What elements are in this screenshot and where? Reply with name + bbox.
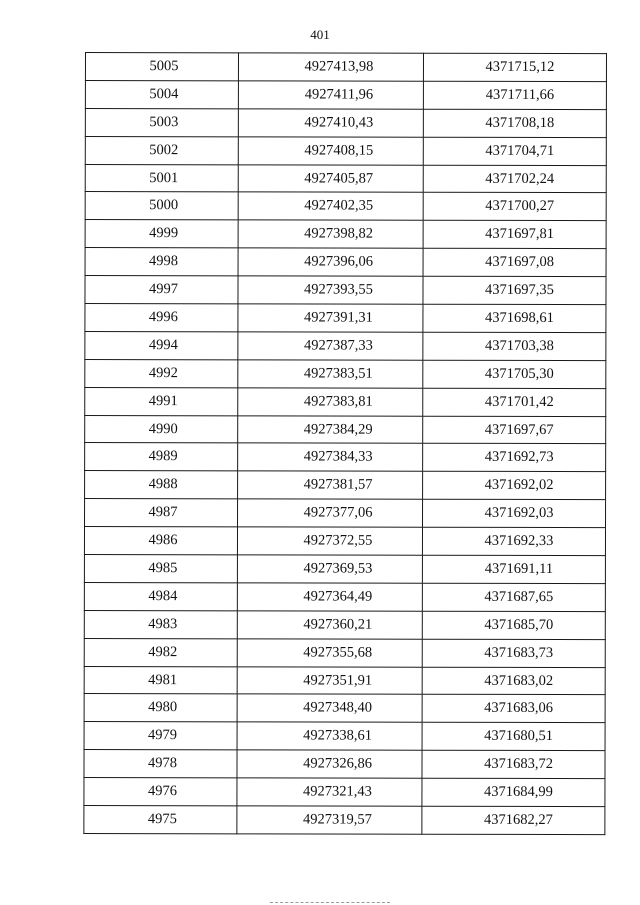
y-coordinate-cell: 4371683,73 (422, 639, 605, 667)
x-coordinate-cell: 4927348,40 (237, 694, 422, 722)
x-coordinate-cell: 4927405,87 (238, 164, 423, 192)
point-number-cell: 4982 (84, 638, 237, 666)
y-coordinate-cell: 4371702,24 (423, 165, 606, 193)
y-coordinate-cell: 4371705,30 (423, 360, 606, 388)
y-coordinate-cell: 4371704,71 (423, 137, 606, 165)
table-row (84, 555, 605, 584)
y-coordinate-cell: 4371685,70 (422, 611, 605, 639)
point-number-cell: 4986 (84, 527, 237, 555)
x-coordinate-cell: 4927326,86 (237, 750, 422, 778)
table-row (85, 80, 606, 109)
x-coordinate-cell: 4927383,51 (238, 360, 423, 388)
point-number-cell: 5002 (85, 136, 238, 164)
point-number-cell: 4984 (84, 582, 237, 610)
y-coordinate-cell: 4371680,51 (422, 723, 605, 751)
point-number-cell: 5005 (85, 53, 238, 81)
x-coordinate-cell: 4927384,33 (238, 443, 423, 471)
point-number-cell: 4988 (85, 471, 238, 499)
y-coordinate-cell: 4371698,61 (423, 304, 606, 332)
point-number-cell: 4998 (85, 248, 238, 276)
y-coordinate-cell: 4371703,38 (423, 332, 606, 360)
x-coordinate-cell: 4927402,35 (238, 192, 423, 220)
y-coordinate-cell: 4371683,06 (422, 695, 605, 723)
table-row (85, 108, 606, 137)
point-number-cell: 4979 (84, 722, 237, 750)
y-coordinate-cell: 4371711,66 (423, 81, 606, 109)
point-number-cell: 4997 (85, 276, 238, 304)
x-coordinate-cell: 4927393,55 (238, 276, 423, 304)
table-row (85, 136, 606, 165)
y-coordinate-cell: 4371700,27 (423, 193, 606, 221)
coordinates-table-body (84, 53, 607, 835)
y-coordinate-cell: 4371715,12 (423, 53, 606, 81)
table-row (84, 778, 605, 807)
y-coordinate-cell: 4371687,65 (422, 583, 605, 611)
coordinates-table (83, 52, 607, 835)
point-number-cell: 5003 (85, 108, 238, 136)
y-coordinate-cell: 4371684,99 (422, 778, 605, 806)
x-coordinate-cell: 4927319,57 (237, 806, 422, 834)
x-coordinate-cell: 4927381,57 (238, 471, 423, 499)
x-coordinate-cell: 4927377,06 (238, 499, 423, 527)
point-number-cell: 5001 (85, 164, 238, 192)
table-row (85, 331, 606, 360)
page-number: 401 (310, 27, 330, 42)
table-row (84, 610, 605, 639)
table-row (85, 164, 606, 193)
page-bottom-edge (270, 902, 390, 904)
x-coordinate-cell: 4927360,21 (237, 611, 422, 639)
x-coordinate-cell: 4927321,43 (237, 778, 422, 806)
y-coordinate-cell: 4371697,08 (423, 248, 606, 276)
table-row (85, 220, 606, 249)
point-number-cell: 4994 (85, 331, 238, 359)
table-row (84, 722, 605, 751)
table-row (85, 387, 606, 416)
table-row (84, 694, 605, 723)
table-row (85, 443, 606, 472)
point-number-cell: 4990 (85, 415, 238, 443)
x-coordinate-cell: 4927391,31 (238, 304, 423, 332)
point-number-cell: 5004 (85, 80, 238, 108)
point-number-cell: 4987 (85, 499, 238, 527)
point-number-cell: 4989 (85, 443, 238, 471)
table-row (85, 192, 606, 221)
table-row (85, 471, 606, 500)
table-row (84, 666, 605, 695)
x-coordinate-cell: 4927387,33 (238, 332, 423, 360)
x-coordinate-cell: 4927364,49 (237, 583, 422, 611)
y-coordinate-cell: 4371692,02 (423, 472, 606, 500)
point-number-cell: 4999 (85, 220, 238, 248)
y-coordinate-cell: 4371691,11 (422, 555, 605, 583)
y-coordinate-cell: 4371692,03 (423, 499, 606, 527)
table-row (85, 415, 606, 444)
point-number-cell: 4978 (84, 750, 237, 778)
x-coordinate-cell: 4927384,29 (238, 415, 423, 443)
table-row (84, 750, 605, 779)
x-coordinate-cell: 4927411,96 (238, 81, 423, 109)
table-row (84, 527, 605, 556)
x-coordinate-cell: 4927338,61 (237, 722, 422, 750)
point-number-cell: 5000 (85, 192, 238, 220)
table-row (85, 276, 606, 305)
y-coordinate-cell: 4371701,42 (423, 388, 606, 416)
y-coordinate-cell: 4371697,81 (423, 221, 606, 249)
point-number-cell: 4981 (84, 666, 237, 694)
x-coordinate-cell: 4927372,55 (237, 527, 422, 555)
table-row (84, 806, 605, 835)
y-coordinate-cell: 4371683,02 (422, 667, 605, 695)
x-coordinate-cell: 4927410,43 (238, 109, 423, 137)
table-row (85, 53, 606, 82)
point-number-cell: 4976 (84, 778, 237, 806)
y-coordinate-cell: 4371697,67 (423, 416, 606, 444)
y-coordinate-cell: 4371692,73 (423, 444, 606, 472)
point-number-cell: 4985 (84, 555, 237, 583)
y-coordinate-cell: 4371683,72 (422, 750, 605, 778)
table-row (85, 359, 606, 388)
x-coordinate-cell: 4927369,53 (237, 555, 422, 583)
x-coordinate-cell: 4927383,81 (238, 388, 423, 416)
y-coordinate-cell: 4371708,18 (423, 109, 606, 137)
table-row (85, 499, 606, 528)
table-row (84, 638, 605, 667)
x-coordinate-cell: 4927355,68 (237, 639, 422, 667)
x-coordinate-cell: 4927413,98 (238, 53, 423, 81)
x-coordinate-cell: 4927408,15 (238, 136, 423, 164)
point-number-cell: 4975 (84, 806, 237, 834)
y-coordinate-cell: 4371692,33 (422, 527, 605, 555)
point-number-cell: 4983 (84, 610, 237, 638)
table-row (85, 248, 606, 277)
y-coordinate-cell: 4371697,35 (423, 276, 606, 304)
x-coordinate-cell: 4927398,82 (238, 220, 423, 248)
point-number-cell: 4992 (85, 359, 238, 387)
point-number-cell: 4980 (84, 694, 237, 722)
x-coordinate-cell: 4927396,06 (238, 248, 423, 276)
y-coordinate-cell: 4371682,27 (422, 806, 605, 834)
table-row (85, 304, 606, 333)
table-row (84, 582, 605, 611)
point-number-cell: 4991 (85, 387, 238, 415)
x-coordinate-cell: 4927351,91 (237, 666, 422, 694)
point-number-cell: 4996 (85, 304, 238, 332)
